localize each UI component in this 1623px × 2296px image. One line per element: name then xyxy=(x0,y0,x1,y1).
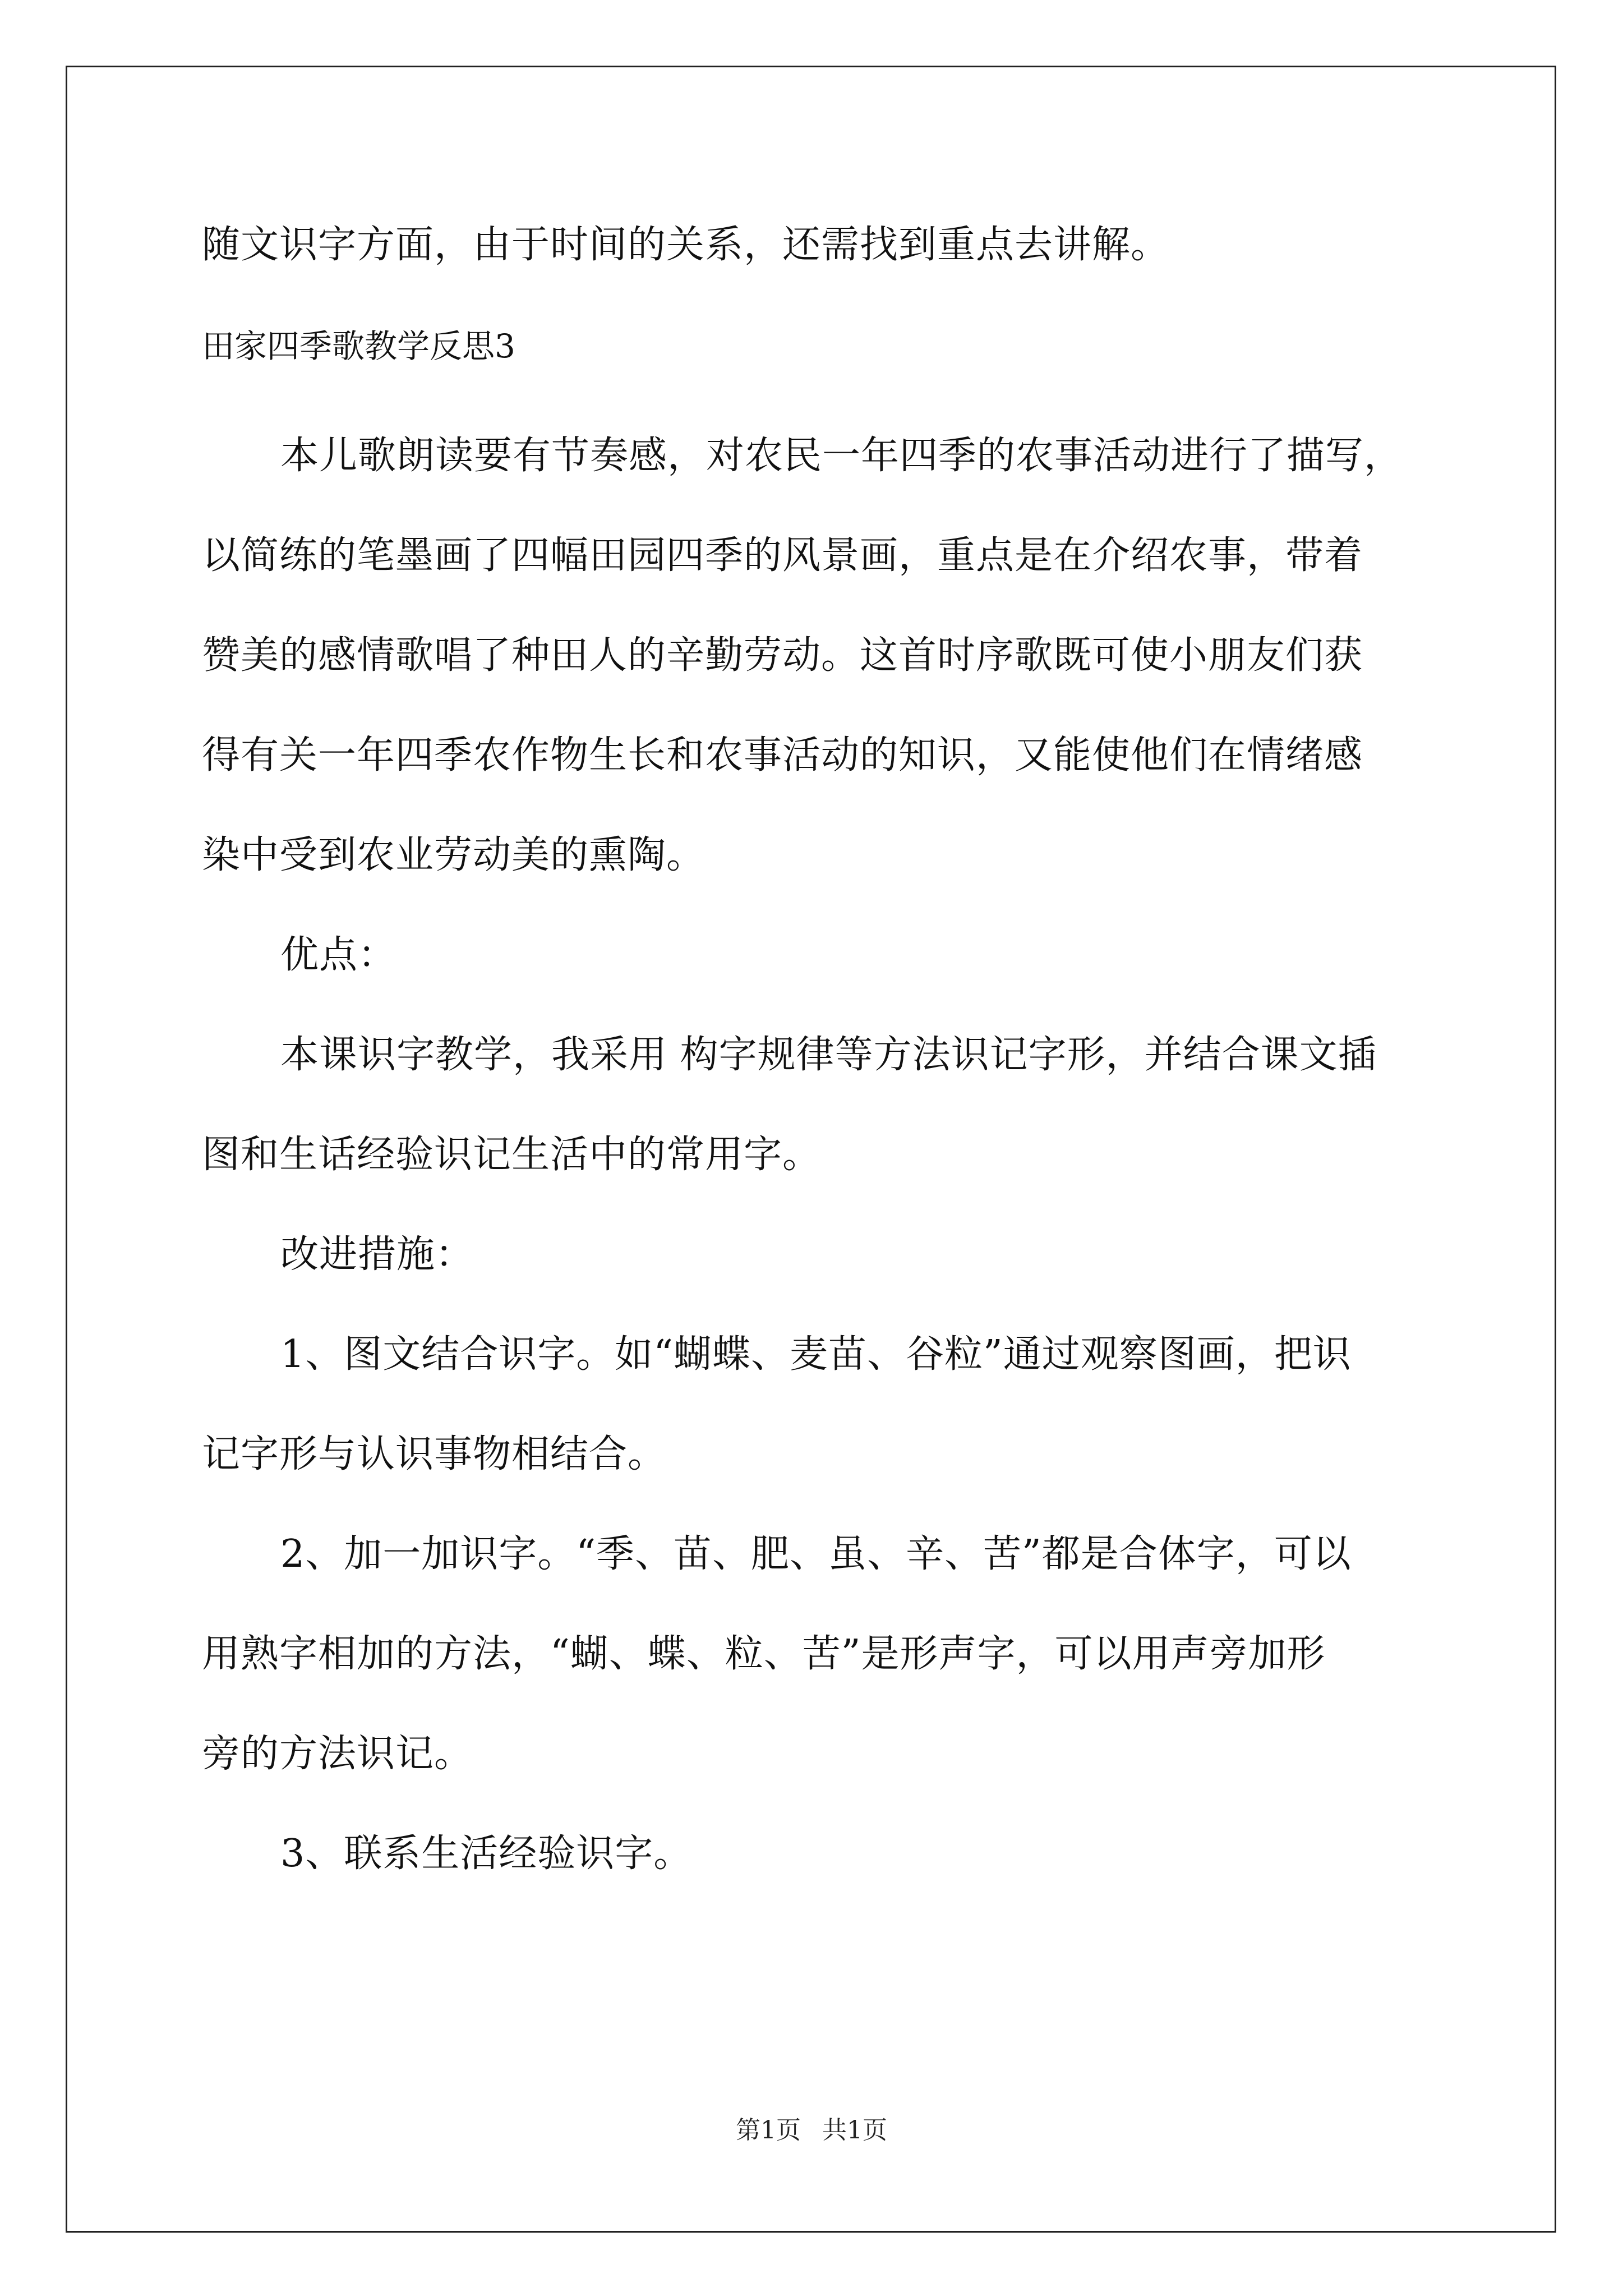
paragraph-line: 得有关一年四季农作物生长和农事活动的知识，又能使他们在情绪感 xyxy=(202,733,1363,777)
list-item-line: 1、图文结合识字。如“蝴蝶、麦苗、谷粒”通过观察图画，把识 xyxy=(280,1332,1352,1377)
subheading-improvements: 改进措施： xyxy=(280,1232,474,1277)
list-item-line: 旁的方法识记。 xyxy=(202,1732,473,1776)
list-item-line: 2、加一加识字。“季、苗、肥、虽、辛、苦”都是合体字，可以 xyxy=(280,1532,1352,1576)
paragraph-line: 染中受到农业劳动美的熏陶。 xyxy=(202,833,706,877)
paragraph-line: 赞美的感情歌唱了种田人的辛勤劳动。这首时序歌既可使小朋友们获 xyxy=(202,633,1363,678)
list-item-line: 用熟字相加的方法，“蝴、蝶、粒、苦”是形声字，可以用声旁加形 xyxy=(202,1632,1326,1676)
subheading-advantages: 优点： xyxy=(280,933,397,977)
page-number: 第1页 xyxy=(736,2116,801,2145)
paragraph-line: 随文识字方面，由于时间的关系，还需找到重点去讲解。 xyxy=(202,223,1170,267)
list-item-line: 记字形与认识事物相结合。 xyxy=(202,1432,667,1476)
page-footer xyxy=(0,2114,1623,2147)
paragraph-line: 本课识字教学，我采用 构字规律等方法识记字形，并结合课文插 xyxy=(280,1033,1377,1077)
paragraph-line: 以简练的笔墨画了四幅田园四季的风景画，重点是在介绍农事，带着 xyxy=(202,533,1363,578)
list-item-line: 3、联系生活经验识字。 xyxy=(280,1832,693,1876)
paragraph-line: 本儿歌朗读要有节奏感，对农民一年四季的农事活动进行了描写， xyxy=(280,434,1403,478)
section-heading: 田家四季歌教学反思3 xyxy=(202,327,515,365)
page-total: 共1页 xyxy=(822,2116,887,2145)
paragraph-line: 图和生话经验识记生活中的常用字。 xyxy=(202,1133,822,1177)
